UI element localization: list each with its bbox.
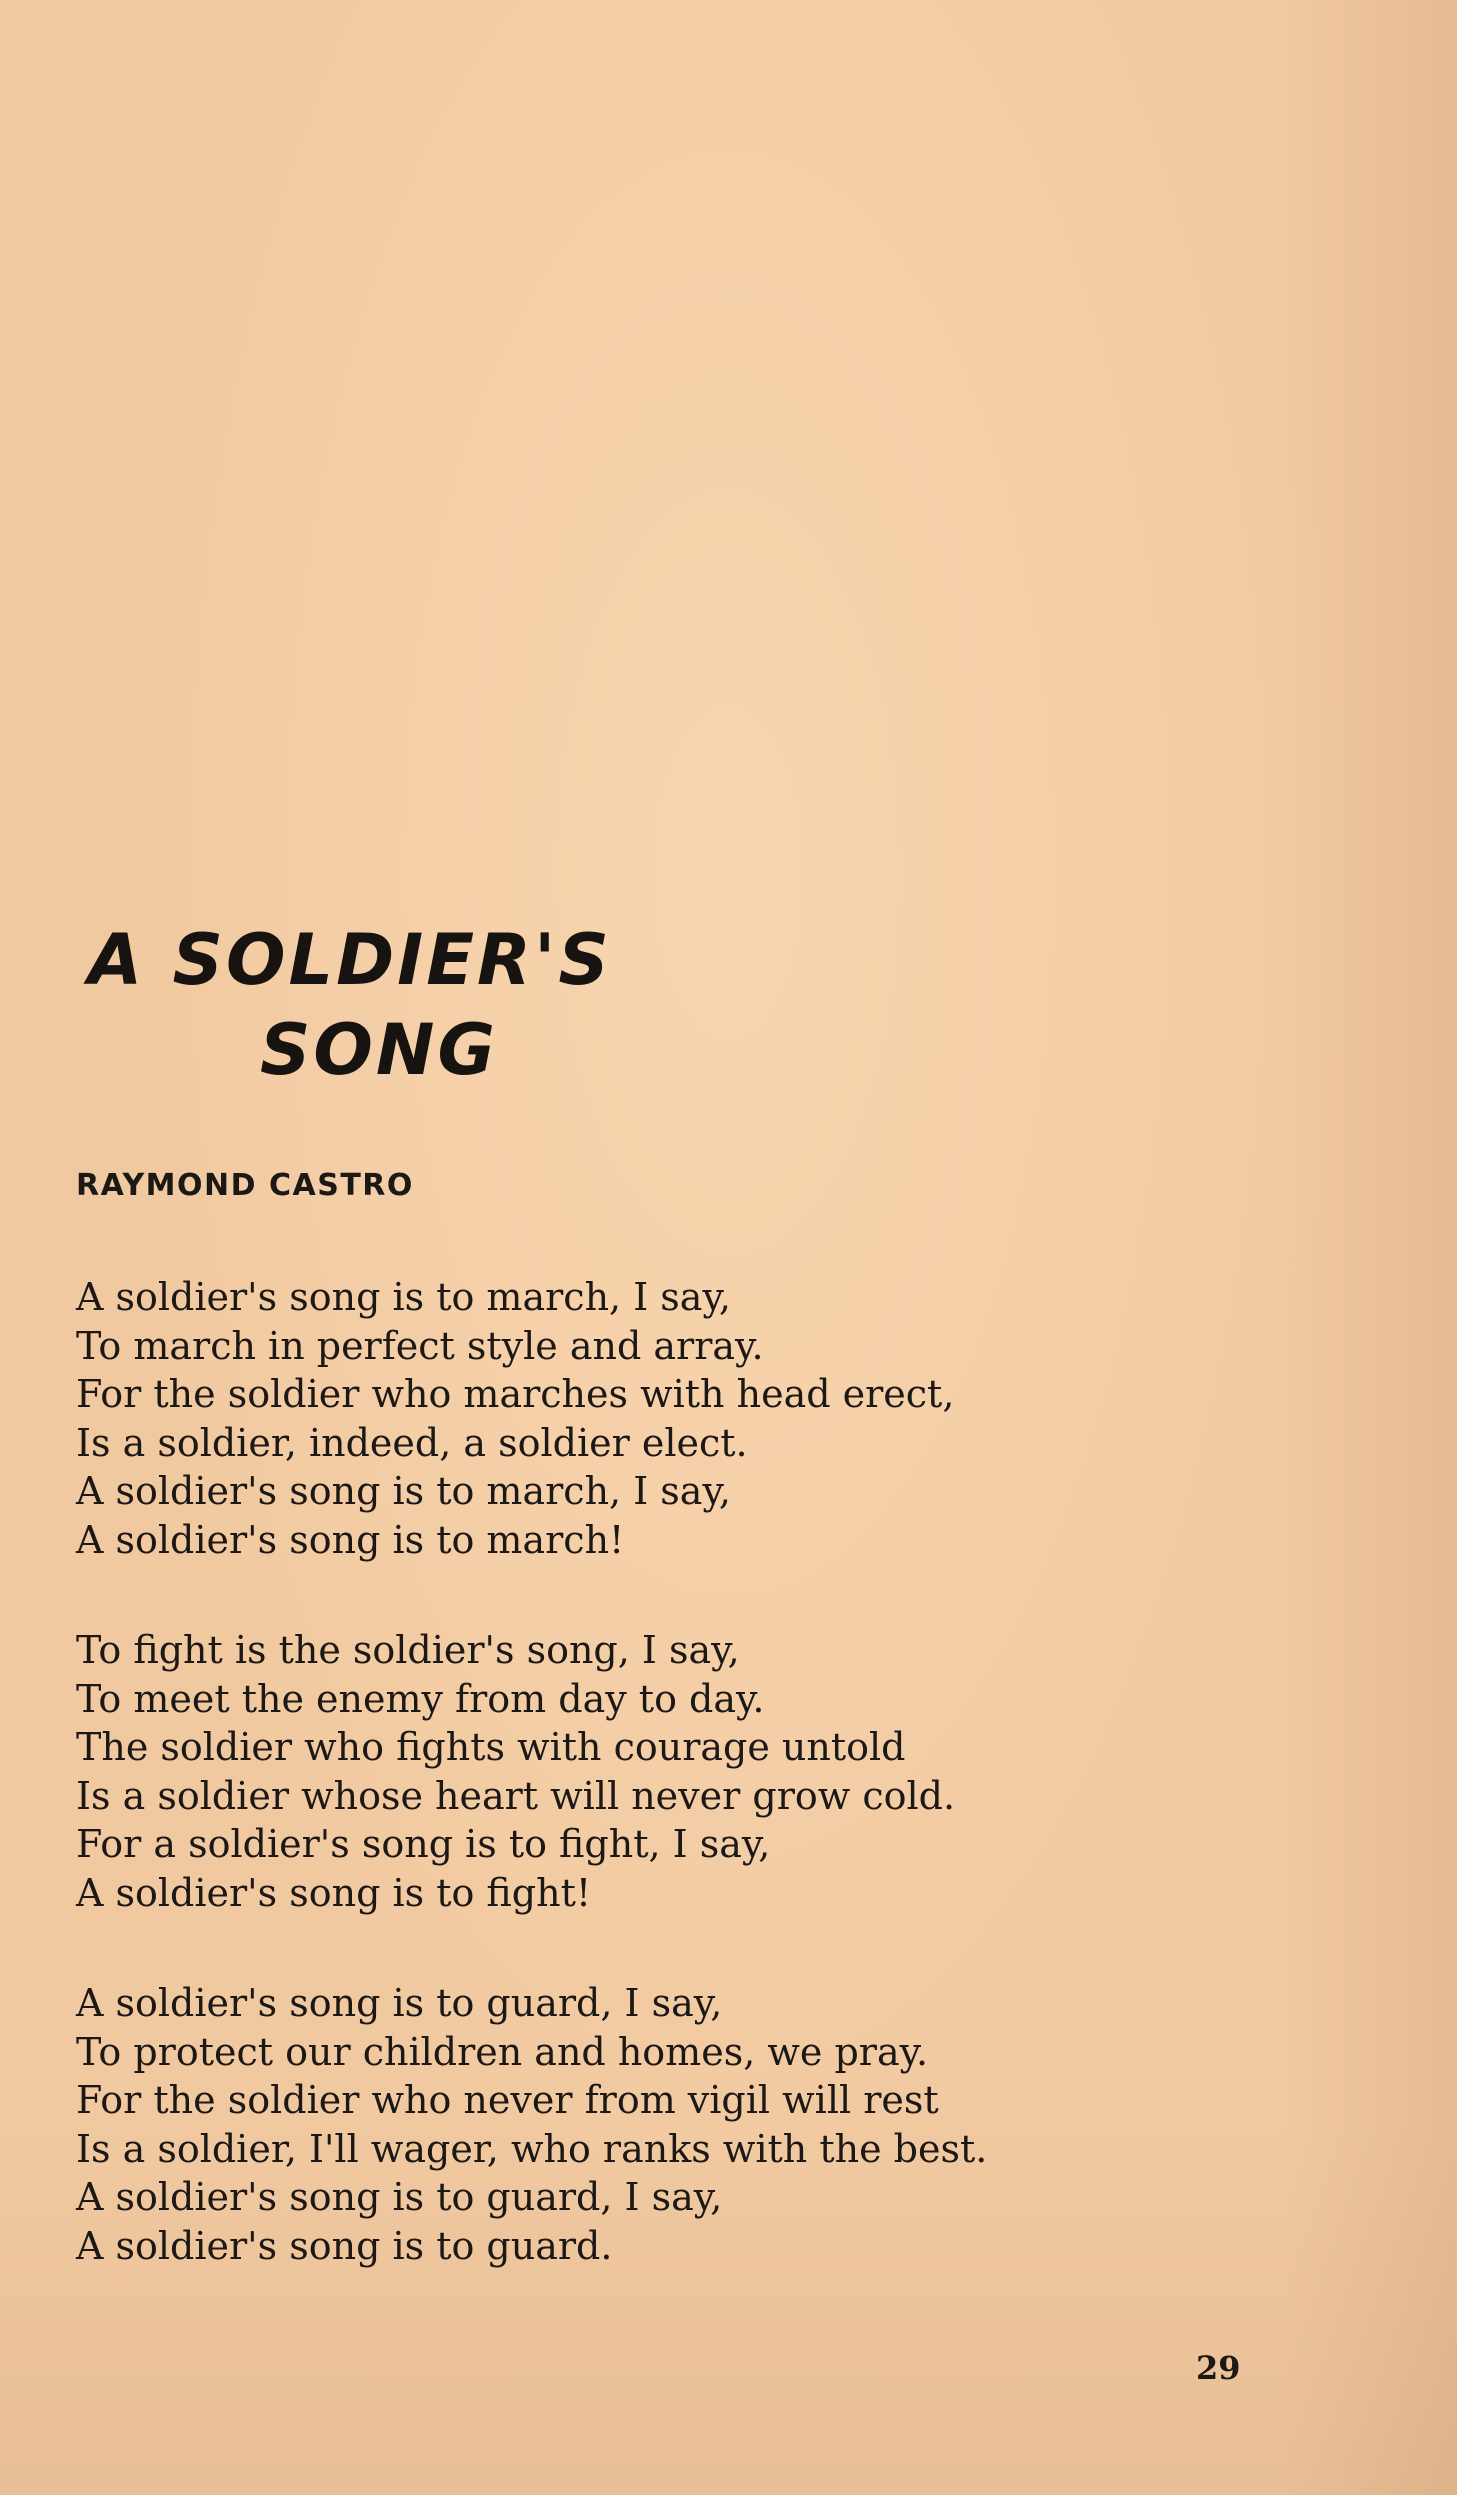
verse-line: To protect our children and homes, we pray. <box>76 2029 929 2074</box>
verse-line: Is a soldier whose heart will never grow cold. <box>76 1773 956 1818</box>
verse-line: To meet the enemy from day to day. <box>76 1676 765 1721</box>
page-number: 29 <box>1196 2349 1241 2387</box>
verse-line: A soldier's song is to guard, I say, <box>76 2175 723 2219</box>
stanza-1 <box>76 1273 1096 1564</box>
verse-line: For the soldier who never from vigil will rest <box>76 2078 939 2122</box>
verse-line: A soldier's song is to march, I say, <box>76 1469 731 1513</box>
verse-line: The soldier who fights with courage untold <box>76 1725 906 1769</box>
verse-line: To fight is the soldier's song, I say, <box>76 1628 740 1672</box>
stanza-3 <box>76 1979 1096 2270</box>
verse-line: To march in perfect style and array. <box>76 1323 764 1368</box>
poem-title-line-2: SONG <box>260 1009 498 1091</box>
verse-line: A soldier's song is to fight! <box>76 1870 592 1915</box>
verse-line: Is a soldier, indeed, a soldier elect. <box>76 1420 748 1465</box>
poem-title <box>88 915 612 1095</box>
verse-line: A soldier's song is to march, I say, <box>76 1275 731 1319</box>
poem-title-line-1: A SOLDIER'S <box>88 919 612 1001</box>
verse-line: Is a soldier, I'll wager, who ranks with the best. <box>76 2126 988 2171</box>
poem-author: RAYMOND CASTRO <box>76 1168 414 1203</box>
verse-line: A soldier's song is to march! <box>76 1517 625 1562</box>
stanza-2 <box>76 1626 1096 1917</box>
poem-body <box>76 1273 1096 2332</box>
verse-line: A soldier's song is to guard. <box>76 2223 613 2268</box>
verse-line: For the soldier who marches with head erect, <box>76 1372 955 1416</box>
verse-line: For a soldier's song is to fight, I say, <box>76 1822 771 1866</box>
verse-line: A soldier's song is to guard, I say, <box>76 1981 723 2025</box>
